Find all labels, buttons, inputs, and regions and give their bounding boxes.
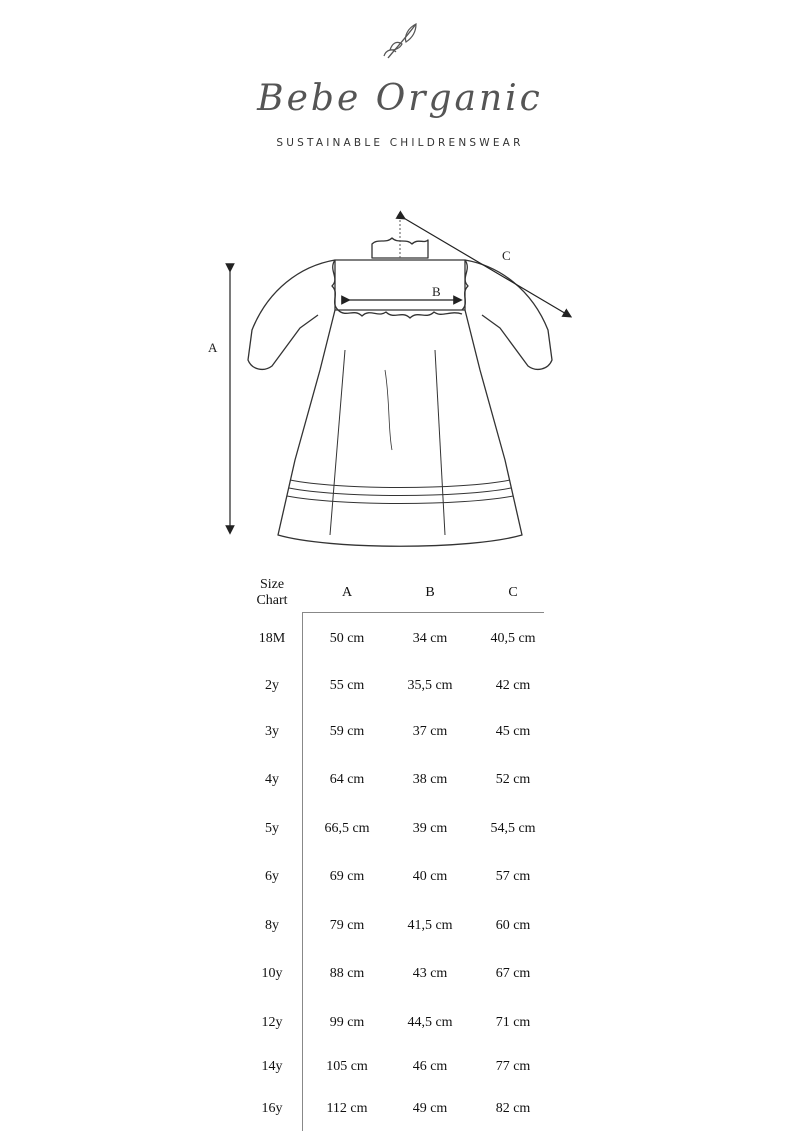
size-cell: 6y [265,869,279,884]
measure-cell-b: 46 cm [412,1059,448,1074]
size-chart [240,572,560,1130]
measure-cell-b: 41,5 cm [407,917,453,933]
measure-cell-b: 44,5 cm [407,1014,453,1030]
measure-cell-c: 60 cm [495,917,531,933]
table-row [240,998,556,1047]
table-row [240,614,556,664]
corner-line-1: Size [259,577,285,592]
size-cell: 12y [261,1014,283,1030]
corner-line-2: Chart [256,593,288,608]
measure-cell-c: 54,5 cm [490,820,536,836]
size-cell: 3y [265,724,279,739]
size-cell: 16y [261,1100,283,1116]
table-horizontal-rule [302,612,544,613]
measure-cell-a: 59 cm [329,724,365,739]
column-header-c: C [508,585,518,600]
measure-cell-b: 39 cm [412,820,448,836]
dress-outline [248,238,552,546]
measure-cell-a: 50 cm [329,631,365,646]
size-cell: 18M [258,631,286,646]
table-row [240,804,556,853]
measure-cell-c: 57 cm [495,869,531,884]
size-cell: 2y [265,678,279,693]
size-cell: 5y [265,820,279,836]
measure-cell-a: 112 cm [326,1100,368,1116]
measure-cell-c: 52 cm [495,772,531,787]
leaf-logo-icon [380,18,426,64]
measure-cell-a: 105 cm [326,1059,368,1074]
measure-cell-a: 64 cm [329,772,365,787]
table-row [240,901,556,950]
column-header-a: A [341,585,353,600]
table-row [240,664,556,708]
size-cell: 10y [261,966,283,981]
size-cell: 14y [261,1059,283,1074]
label-a: A [208,340,218,355]
measure-cell-a: 69 cm [329,869,365,884]
label-b: B [432,284,441,299]
size-cell: 8y [265,917,279,933]
measure-cell-a: 66,5 cm [324,820,370,836]
measure-cell-c: 45 cm [495,724,531,739]
measure-cell-c: 77 cm [495,1059,531,1074]
measure-cell-c: 82 cm [495,1100,531,1116]
table-row [240,756,556,804]
measure-cell-b: 40 cm [412,869,448,884]
dress-measurement-diagram [0,200,800,570]
table-row [240,853,556,901]
measure-cell-b: 38 cm [412,772,448,787]
measure-cell-a: 99 cm [329,1014,365,1030]
label-c: C [502,248,511,263]
table-row [240,1047,556,1087]
brand-tagline: SUSTAINABLE CHILDRENSWEAR [276,137,524,149]
table-row [240,1087,556,1130]
measure-cell-b: 37 cm [412,724,448,739]
brand-name: Bebe Organic [257,78,543,119]
measure-cell-b: 35,5 cm [407,678,453,693]
measure-cell-c: 40,5 cm [490,631,536,646]
measure-cell-a: 88 cm [329,966,365,981]
measure-cell-c: 67 cm [495,966,531,981]
column-header-b: B [425,585,435,600]
measure-cell-c: 42 cm [495,678,531,693]
measure-cell-a: 79 cm [329,917,365,933]
size-chart-corner [240,572,304,614]
measure-cell-c: 71 cm [495,1014,531,1030]
table-row [240,950,556,998]
size-cell: 4y [265,772,279,787]
measure-cell-b: 49 cm [412,1100,448,1116]
measure-cell-b: 34 cm [412,631,448,646]
measure-cell-b: 43 cm [412,966,448,981]
table-vertical-rule [302,612,303,1131]
table-header-row [240,572,556,614]
measure-cell-a: 55 cm [329,678,365,693]
table-row [240,708,556,756]
